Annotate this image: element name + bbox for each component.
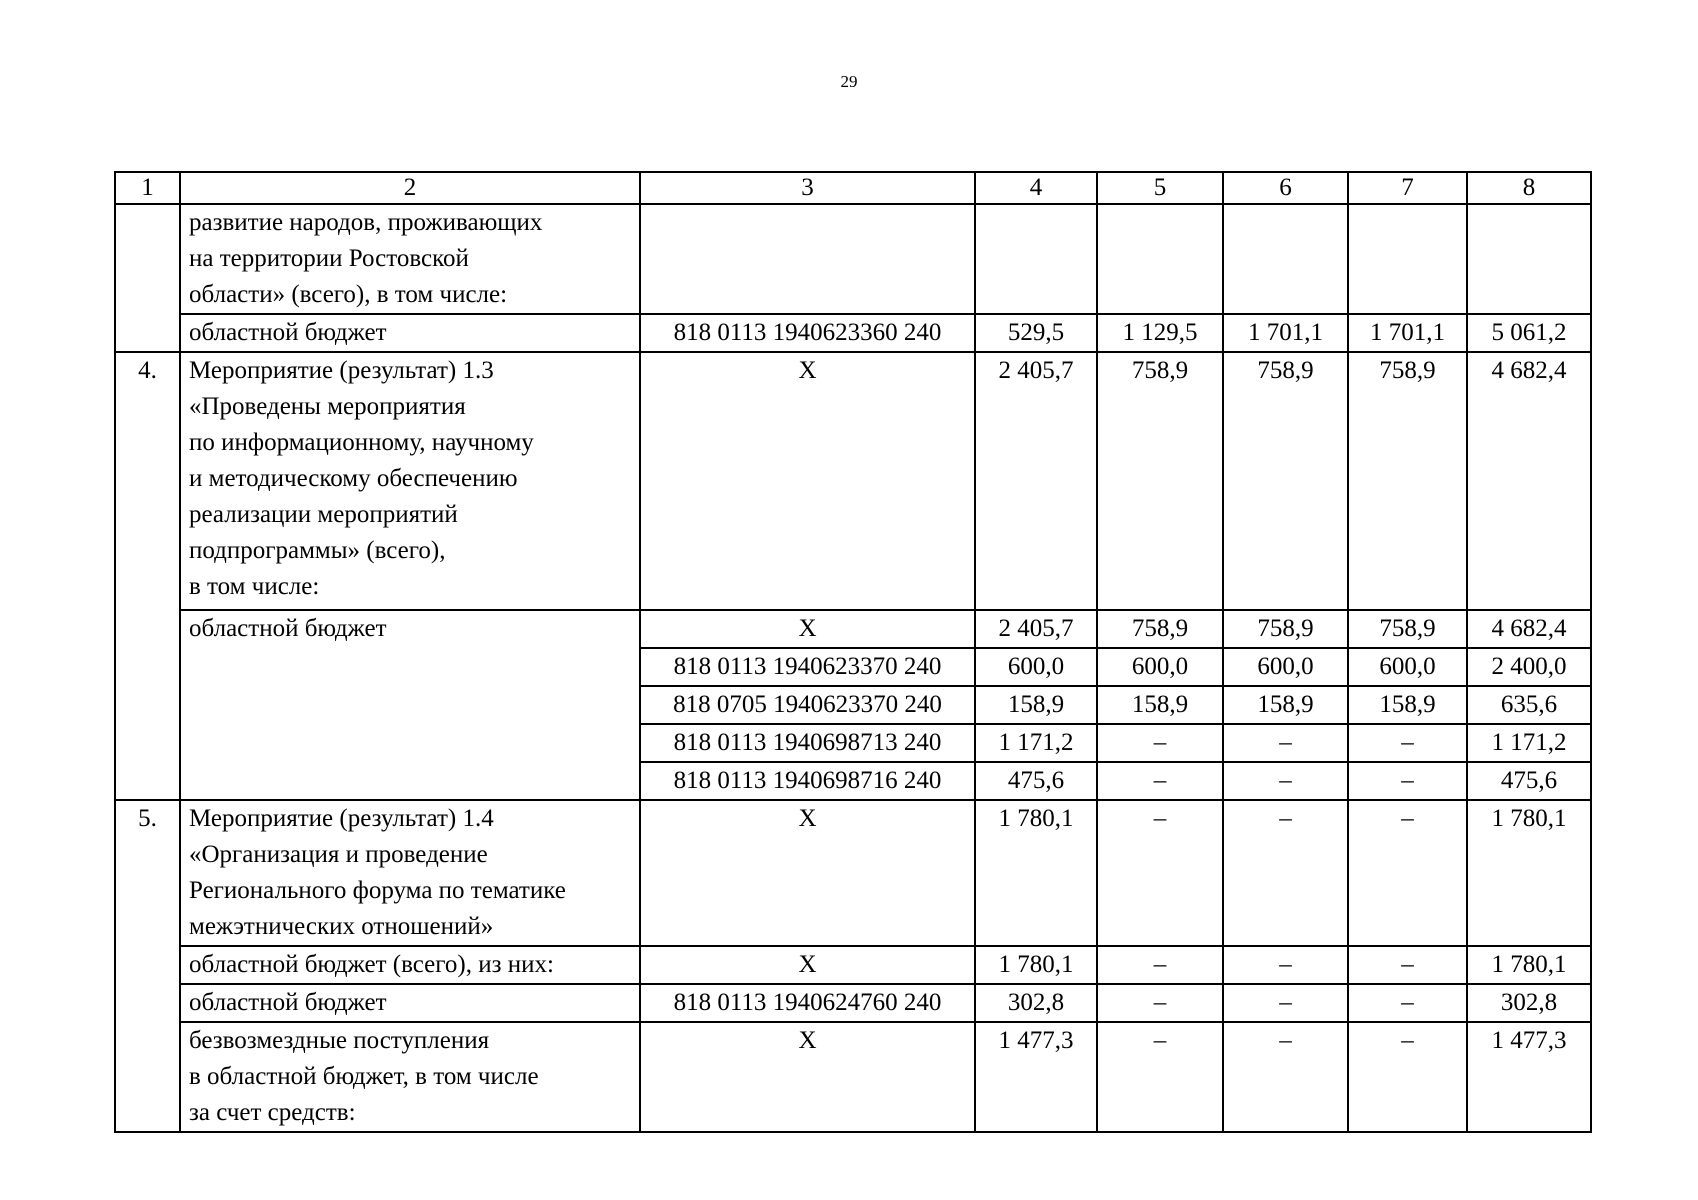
name-line: областной бюджет xyxy=(189,319,387,346)
value-cell-8: 1 477,3 xyxy=(1467,1022,1591,1132)
name-line: реализации мероприятий xyxy=(189,501,458,528)
name-line: Мероприятие (результат) 1.4 xyxy=(189,805,494,832)
value-cell-4: 302,8 xyxy=(975,984,1097,1022)
code-cell: 818 0113 1940623360 240 xyxy=(640,314,975,352)
name-line: межэтнических отношений» xyxy=(189,913,494,940)
name-line: за счет средств: xyxy=(189,1099,356,1126)
value-cell-8: 5 061,2 xyxy=(1467,314,1591,352)
code-cell: Х xyxy=(640,946,975,984)
value-cell-7: 758,9 xyxy=(1348,610,1467,648)
value-cell-7: – xyxy=(1348,946,1467,984)
value-cell-5: – xyxy=(1097,762,1223,800)
value-cell-8: 475,6 xyxy=(1467,762,1591,800)
value-cell-6: 600,0 xyxy=(1223,648,1348,686)
value-cell-4: 529,5 xyxy=(975,314,1097,352)
value-cell-8: 1 780,1 xyxy=(1467,800,1591,946)
header-row xyxy=(115,172,1591,204)
value-cell-6: – xyxy=(1223,1022,1348,1132)
name-line: «Проведены мероприятия xyxy=(189,393,466,420)
value-cell-6: 1 701,1 xyxy=(1223,314,1348,352)
code-cell: 818 0113 1940698716 240 xyxy=(640,762,975,800)
code-cell: 818 0113 1940623370 240 xyxy=(640,648,975,686)
name-line: подпрограммы» (всего), xyxy=(189,537,446,564)
value-cell-7: – xyxy=(1348,1022,1467,1132)
name-line: безвозмездные поступления xyxy=(189,1027,490,1054)
value-cell-6: – xyxy=(1223,724,1348,762)
name-line: областной бюджет xyxy=(189,615,387,642)
value-cell-7 xyxy=(1348,204,1467,314)
value-cell-6 xyxy=(1223,204,1348,314)
code-cell: 818 0113 1940698713 240 xyxy=(640,724,975,762)
value-cell-4: 2 405,7 xyxy=(975,352,1097,610)
value-cell-6: – xyxy=(1223,984,1348,1022)
value-cell-4: 158,9 xyxy=(975,686,1097,724)
value-cell-7: – xyxy=(1348,800,1467,946)
value-cell-7: – xyxy=(1348,762,1467,800)
header-cell: 3 xyxy=(640,172,975,204)
name-cell xyxy=(180,800,640,946)
header-cell: 1 xyxy=(115,172,180,204)
budget-table xyxy=(114,171,1592,1133)
value-cell-8: 1 171,2 xyxy=(1467,724,1591,762)
table-row xyxy=(115,946,1591,984)
name-line: по информационному, научному xyxy=(189,429,534,456)
value-cell-4: 1 780,1 xyxy=(975,800,1097,946)
value-cell-4: 1 477,3 xyxy=(975,1022,1097,1132)
value-cell-8 xyxy=(1467,204,1591,314)
name-line: области» (всего), в том числе: xyxy=(189,281,508,308)
row-number-cell: 4. xyxy=(115,352,180,800)
table-row xyxy=(115,314,1591,352)
code-cell: Х xyxy=(640,610,975,648)
name-line: «Организация и проведение xyxy=(189,841,488,868)
name-line: на территории Ростовской xyxy=(189,245,469,272)
code-cell xyxy=(640,204,975,314)
value-cell-4: 1 780,1 xyxy=(975,946,1097,984)
value-cell-8: 4 682,4 xyxy=(1467,352,1591,610)
value-cell-8: 635,6 xyxy=(1467,686,1591,724)
name-line: развитие народов, проживающих xyxy=(189,209,543,236)
value-cell-5: – xyxy=(1097,800,1223,946)
value-cell-8: 302,8 xyxy=(1467,984,1591,1022)
header-cell: 6 xyxy=(1223,172,1348,204)
value-cell-5: 758,9 xyxy=(1097,610,1223,648)
value-cell-6: – xyxy=(1223,946,1348,984)
value-cell-4 xyxy=(975,204,1097,314)
value-cell-7: – xyxy=(1348,984,1467,1022)
name-cell xyxy=(180,1022,640,1132)
value-cell-5: 600,0 xyxy=(1097,648,1223,686)
table-row xyxy=(115,1022,1591,1132)
value-cell-8: 2 400,0 xyxy=(1467,648,1591,686)
value-cell-4: 2 405,7 xyxy=(975,610,1097,648)
name-cell xyxy=(180,314,640,352)
value-cell-5 xyxy=(1097,204,1223,314)
value-cell-5: 758,9 xyxy=(1097,352,1223,610)
table-row xyxy=(115,800,1591,946)
table-row xyxy=(115,610,1591,648)
name-cell xyxy=(180,204,640,314)
table-row xyxy=(115,352,1591,610)
value-cell-6: 758,9 xyxy=(1223,352,1348,610)
header-cell: 4 xyxy=(975,172,1097,204)
value-cell-5: – xyxy=(1097,724,1223,762)
row-number-cell: 5. xyxy=(115,800,180,1132)
code-cell: 818 0113 1940624760 240 xyxy=(640,984,975,1022)
value-cell-5: – xyxy=(1097,1022,1223,1132)
code-cell: 818 0705 1940623370 240 xyxy=(640,686,975,724)
value-cell-8: 4 682,4 xyxy=(1467,610,1591,648)
name-cell xyxy=(180,610,640,800)
value-cell-8: 1 780,1 xyxy=(1467,946,1591,984)
value-cell-5: – xyxy=(1097,984,1223,1022)
table-row xyxy=(115,984,1591,1022)
name-line: Мероприятие (результат) 1.3 xyxy=(189,357,494,384)
value-cell-5: – xyxy=(1097,946,1223,984)
header-cell: 8 xyxy=(1467,172,1591,204)
value-cell-7: 158,9 xyxy=(1348,686,1467,724)
code-cell: Х xyxy=(640,352,975,610)
value-cell-7: 758,9 xyxy=(1348,352,1467,610)
code-cell: Х xyxy=(640,1022,975,1132)
page-number: 29 xyxy=(840,72,858,91)
code-cell: Х xyxy=(640,800,975,946)
value-cell-4: 600,0 xyxy=(975,648,1097,686)
value-cell-7: 1 701,1 xyxy=(1348,314,1467,352)
value-cell-4: 1 171,2 xyxy=(975,724,1097,762)
name-cell xyxy=(180,946,640,984)
header-cell: 2 xyxy=(180,172,640,204)
value-cell-6: 158,9 xyxy=(1223,686,1348,724)
name-line: в областной бюджет, в том числе xyxy=(189,1063,539,1090)
header-cell: 5 xyxy=(1097,172,1223,204)
value-cell-7: – xyxy=(1348,724,1467,762)
row-number-cell xyxy=(115,204,180,352)
name-cell xyxy=(180,352,640,610)
header-cell: 7 xyxy=(1348,172,1467,204)
value-cell-6: – xyxy=(1223,762,1348,800)
name-cell xyxy=(180,984,640,1022)
name-line: областной бюджет xyxy=(189,989,387,1016)
name-line: Регионального форума по тематике xyxy=(189,877,566,904)
table-row xyxy=(115,204,1591,314)
value-cell-5: 1 129,5 xyxy=(1097,314,1223,352)
value-cell-6: 758,9 xyxy=(1223,610,1348,648)
name-line: в том числе: xyxy=(189,573,320,600)
name-line: и методическому обеспечению xyxy=(189,465,518,492)
value-cell-7: 600,0 xyxy=(1348,648,1467,686)
value-cell-6: – xyxy=(1223,800,1348,946)
value-cell-5: 158,9 xyxy=(1097,686,1223,724)
value-cell-4: 475,6 xyxy=(975,762,1097,800)
name-line: областной бюджет (всего), из них: xyxy=(189,951,554,978)
